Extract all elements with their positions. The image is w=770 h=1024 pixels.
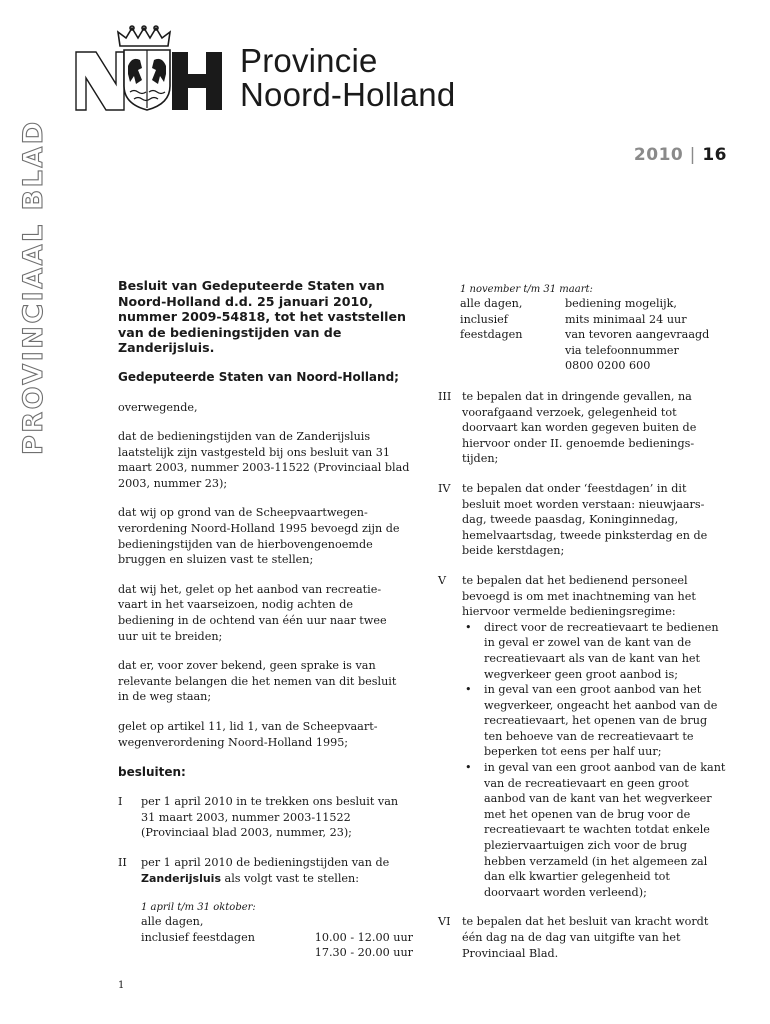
schedule-days: alle dagen, [141,915,204,929]
article-line: per 1 april 2010 in te trekken ons besluit van [141,795,399,809]
bullet-line: met het openen van de brug voor de [484,807,691,821]
recital-line: wegenverordening Noord-Holland 1995; [118,735,349,749]
organization-name-line1: Provincie [240,42,378,79]
article-line: één dag na de dag van uitgifte van het [462,931,681,944]
publication-title-vertical: PROVINCIAAL BLAD [18,119,49,455]
bullet-line: recreatievaart als van de kant van het [484,651,701,665]
list-item [462,620,735,682]
article-numeral: III [438,390,452,403]
article-line: Provinciaal Blad. [462,946,559,960]
title-line: nummer 2009-54818, tot het vaststellen [118,309,406,324]
article-line: besluit moet worden verstaan: nieuwjaars- [462,497,705,511]
bullet-line: recreatievaart te wachten totdat enkele [484,823,710,837]
article-numeral: II [118,855,127,869]
recital-line: relevante belangen die het nemen van dit besluit [118,674,397,688]
article-line [141,871,413,887]
schedule-service-col [565,296,709,374]
title-line: Zanderijsluis. [118,340,215,355]
recital-line: in de weg staan; [118,690,212,704]
article-VI [440,914,735,961]
bullet-line: direct voor de recreatievaart te bedienen [484,620,719,634]
recital-line: laatstelijk zijn vastgesteld bij ons besluit van 31 [118,445,391,459]
schedule-service: bediening mogelijk, [565,297,677,310]
article-line: hiervoor onder II. genoemde bedienings- [462,436,695,450]
recital-line: bedieningstijden van de hierbovengenoemde [118,537,373,551]
schedule-service: mits minimaal 24 uur [565,312,687,326]
recital-paragraph [118,719,413,750]
bullet-line: beperken tot eens per half uur; [484,745,662,759]
article-line: te bepalen dat in dringende gevallen, na [462,390,692,403]
recital-line: maart 2003, nummer 2003-11522 (Provinciaal blad [118,461,410,475]
bullet-line: hebben verzameld (in het algemeen zal [484,854,708,868]
schedule-summer [118,901,413,961]
schedule-days-col [460,296,522,343]
title-line: Noord-Holland d.d. 25 januari 2010, [118,293,373,309]
article-IV [440,481,735,559]
bullet-line: aanbod van de kant van het wegverkeer [484,792,712,806]
recital-line: vaart in het vaarseizoen, nodig achten de [118,598,353,612]
article-line: te bepalen dat het bedienend personeel [462,573,688,587]
article-numeral: I [118,795,123,809]
recital-line: dat wij op grond van de Scheepvaartwegen- [118,506,368,520]
recital-line: uur uit te breiden; [118,629,223,643]
schedule-service: via telefoonnummer [565,343,679,357]
schedule-days: alle dagen, [460,297,523,310]
page-number: 1 [118,980,125,991]
recital-line: dat de bedieningstijden van de Zanderijsluis [118,430,371,444]
bullet-line: van de recreatievaart en geen groot [484,776,689,790]
issue-num: 16 [702,145,727,165]
article-line: tijden; [462,452,499,466]
article-line: te bepalen dat onder ‘feestdagen’ in dit [462,481,687,495]
article-III [440,389,735,467]
schedule-days: feestdagen [460,328,523,342]
authority-heading: Gedeputeerde Staten van Noord-Holland; [118,369,399,384]
article-numeral: VI [438,915,451,929]
article-line-rest: als volgt vast te stellen: [221,871,360,885]
recital-line: dat wij het, gelet op het aanbod van recreatie- [118,582,382,596]
schedule-period: 1 april t/m 31 oktober: [141,902,256,914]
article-line: doorvaart kan worden gegeven buiten de [462,421,697,435]
bullet-line: pleziervaartuigen zich voor de brug [484,839,688,853]
bullet-line: in geval van een groot aanbod van de kant [484,761,726,775]
article-line: 31 maart 2003, nummer 2003-11522 [141,810,351,824]
schedule-period: 1 november t/m 31 maart: [460,284,593,295]
bullet-icon: • [465,620,472,634]
phone-number: 0800 0200 600 [565,359,651,373]
article-line: beide kerstdagen; [462,544,565,558]
schedule-time: 17.30 - 20.00 uur [314,946,413,960]
issue-year: 2010 [633,145,684,165]
bullet-icon: • [465,683,472,697]
decide-heading: besluiten: [118,765,186,780]
article-line: voorafgaand verzoek, gelegenheid tot [462,405,677,419]
bullet-line: wegverkeer geen groot aanbod is; [484,667,679,681]
recital-paragraph [118,429,413,491]
organization-name [240,44,455,112]
bullet-line: recreatievaart, het openen van de brug [484,714,708,728]
recital-line: dat er, voor zover bekend, geen sprake is van [118,659,376,673]
recital-line: 2003, nummer 23); [118,476,228,490]
schedule-row [141,930,413,946]
schedule-days: inclusief feestdagen [141,930,255,944]
recital-line: verordening Noord-Holland 1995 bevoegd zijn de [118,522,400,536]
right-column [440,283,735,961]
left-column [118,278,413,961]
organization-name-line2: Noord-Holland [240,76,456,113]
schedule-service: van tevoren aangevraagd [565,328,710,342]
bullet-line: dan elk kwartier gelegenheid tot [484,870,670,884]
article-numeral: V [438,573,447,587]
issue-separator: | [689,145,696,165]
decree-title [118,278,413,356]
considering-label: overwegende, [118,400,198,414]
recital-paragraph [118,658,413,705]
article-II [118,855,413,886]
recital-paragraph [118,582,413,644]
article-line: te bepalen dat het besluit van kracht wordt [462,915,709,929]
article-line: hiervoor vermelde bedieningsregime: [462,605,676,619]
article-I [118,794,413,841]
article-line: dag, tweede paasdag, Koninginnedag, [462,513,679,527]
bullet-line: in geval er zowel van de kant van de [484,636,692,650]
bullet-line: in geval van een groot aanbod van het [484,683,702,697]
recital-paragraph [118,505,413,567]
issue-number [634,145,727,165]
article-V [440,573,735,900]
article-line: per 1 april 2010 de bedieningstijden van de [141,855,390,869]
title-line: van de bedieningstijden van de [118,324,342,340]
bullet-line: ten behoeve van de recreatievaart te [484,729,694,743]
schedule-winter [440,283,735,374]
recital-line: bruggen en sluizen vast te stellen; [118,553,314,567]
article-line: hemelvaartsdag, tweede pinksterdag en de [462,528,708,542]
recital-line: gelet op artikel 11, lid 1, van de Scheepvaart- [118,720,378,733]
bullet-line: doorvaart worden verleend); [484,885,647,899]
bullet-line: wegverkeer, ongeacht het aanbod van de [484,698,718,712]
article-line: bevoegd is om met inachtneming van het [462,589,696,603]
coat-of-arms-icon [72,22,230,114]
list-item [462,682,735,760]
article-numeral: IV [438,481,451,495]
schedule-table [460,296,735,374]
list-item [462,760,735,900]
bullet-icon: • [465,761,472,775]
title-line: Besluit van Gedeputeerde Staten van [118,278,385,293]
recital-line: bediening in de ochtend van één uur naar twee [118,614,387,628]
sluice-name: Zanderijsluis [141,871,221,885]
article-line: (Provinciaal blad 2003, nummer, 23); [141,826,352,840]
province-logo [72,22,230,118]
bullet-list [462,620,735,901]
schedule-time: 10.00 - 12.00 uur [314,930,413,944]
schedule-days: inclusief [460,312,508,326]
